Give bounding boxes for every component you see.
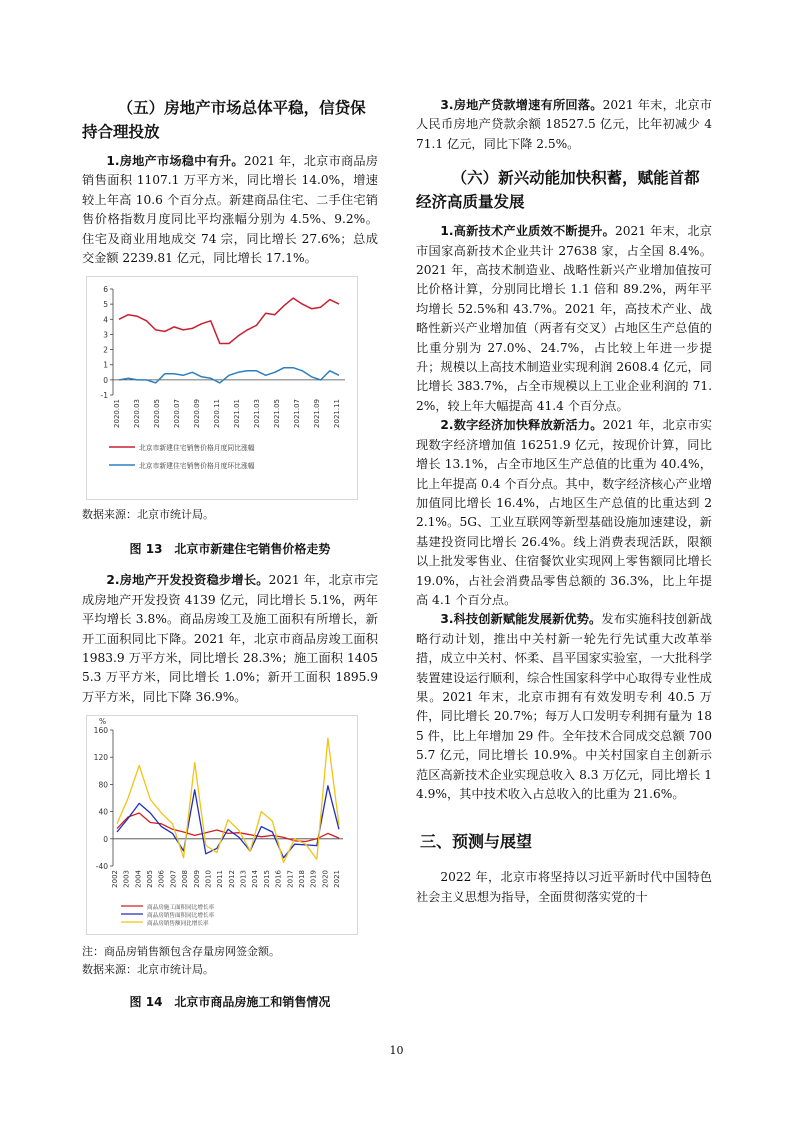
- section6-p3-text: 发布实施科技创新战略行动计划，推出中关村新一轮先行先试重大改革举措，成立中关村、怀柔、昌平国家实验室，一大批科学装置建设运行顺利，综合性国家科学中心取得专业性成果。2021 年末，北京市拥有有效发明专利 40.5 万件，同比增长 20.7%；每万人口发明专利拥有量为 185 件，比上年增加 29 件。全年技术合同成交总额 7005.7 亿元，同比增长 10.9%。中关村国家自主创新示范区高新技术企业实现总收入 8.3 万亿元，同比增长 14.9%，其中技术收入占总收入的比重为 21.6%。: [416, 612, 712, 801]
- series-line: [117, 738, 339, 862]
- legend-label: 商品房施工面积同比增长率: [147, 905, 215, 912]
- y-tick-label: 0: [103, 835, 108, 845]
- section5-p1-lead: 1.房地产市场稳中有升。: [106, 154, 244, 168]
- y-tick-label: 120: [93, 753, 108, 763]
- fig14-source: 数据来源：北京市统计局。: [82, 963, 214, 977]
- x-tick-label: 2008: [181, 870, 190, 889]
- x-tick-label: 2014: [251, 870, 260, 889]
- y-tick-label: 0: [103, 376, 108, 386]
- realestate-loan-paragraph: [416, 96, 712, 154]
- innovation-paragraph: [416, 610, 712, 804]
- legend-label: 北京市新建住宅销售价格月度同比涨幅: [139, 444, 255, 453]
- series-line: [117, 813, 339, 842]
- y-tick-label: 6: [103, 285, 108, 295]
- y-axis-unit: %: [99, 717, 107, 727]
- x-tick-label: 2012: [227, 870, 236, 889]
- section6-p1-lead: 1.高新技术产业质效不断提升。: [440, 224, 616, 239]
- x-tick-label: 2020.03: [133, 399, 141, 429]
- section6-heading: （六）新兴动能加快积蓄，赋能首都经济高质量发展: [416, 169, 700, 212]
- p3-lead: 3.房地产贷款增速有所回落。: [440, 98, 603, 112]
- x-tick-label: 2020.01: [113, 399, 121, 429]
- fig13-chart: [86, 276, 358, 500]
- p2-text: 2021 年，北京市完成房地产开发投资 4139 亿元，同比增长 5.1%，两年平均增长 3.8%。商品房竣工及施工面积有所增长，新开工面积同比下降。2021 年，北京市商品房竣工面积 1983.9 万平方米，同比增长 28.3%；施工面积 14055.3 万平方米，同比增长 1.0%；新开工面积 1895.9 万平方米，同比下降 36.9%。: [82, 573, 378, 704]
- x-tick-label: 2011: [216, 870, 225, 889]
- x-tick-label: 2021.01: [233, 399, 241, 429]
- x-tick-label: 2006: [157, 870, 166, 889]
- section5-paragraph-1: [82, 152, 378, 268]
- x-tick-label: 2020.07: [173, 399, 181, 429]
- y-tick-label: 2: [103, 346, 108, 356]
- x-tick-label: 2010: [204, 870, 213, 889]
- left-column: [82, 96, 378, 1010]
- realestate-investment-paragraph: [82, 571, 378, 707]
- fig13-caption: 图 13 北京市新建住宅销售价格走势: [129, 542, 331, 557]
- x-tick-label: 2021.09: [313, 399, 321, 429]
- x-tick-label: 2005: [146, 870, 155, 889]
- legend-label: 商品房销售额同比增长率: [147, 921, 209, 928]
- x-tick-label: 2003: [122, 870, 131, 889]
- y-tick-label: 5: [103, 300, 108, 310]
- x-tick-label: 2007: [169, 870, 178, 889]
- fig14-caption: 图 14 北京市商品房施工和销售情况: [129, 995, 331, 1010]
- legend-label: 商品房销售面积同比增长率: [147, 913, 215, 920]
- y-tick-label: 3: [103, 330, 108, 340]
- x-tick-label: 2013: [239, 870, 248, 889]
- fig13-source: 数据来源：北京市统计局。: [82, 508, 214, 522]
- x-tick-label: 2018: [297, 870, 306, 889]
- legend-label: 北京市新建住宅销售价格月度环比涨幅: [139, 462, 255, 471]
- x-tick-label: 2009: [192, 870, 201, 889]
- section6-p2-lead: 2.数字经济加快释放新活力。: [440, 418, 603, 433]
- section5-heading: （五）房地产市场总体平稳，信贷保持合理投放: [82, 99, 366, 141]
- x-tick-label: 2002: [111, 870, 119, 889]
- section6-p3-lead: 3.科技创新赋能发展新优势。: [440, 612, 602, 627]
- x-tick-label: 2021.03: [253, 399, 261, 429]
- y-tick-label: 80: [98, 780, 108, 790]
- digital-economy-paragraph: [416, 416, 712, 610]
- x-tick-label: 2004: [134, 870, 143, 889]
- p3-text: 2021 年末，北京市人民币房地产贷款余额 18527.5 亿元，比年初减少 471.1 亿元，同比下降 2.5%。: [416, 98, 712, 151]
- section6-p1-text: 2021 年末，北京市国家高新技术企业共计 27638 家，占全国 8.4%。2021 年，高技术制造业、战略性新兴产业增加值按可比价格计算，分别同比增长 1.1 倍和 89.2%，两年平均增长 52.5%和 43.7%。2021 年，高技术产业、战略性新兴产业增加值（两者有交叉）占地区生产总值的比重分别为 27.0%、24.7%，占比较上年进一步提升；规模以上高技术制造业实现利润 2608.4 亿元，同比增长 383.7%，占全市规模以上工业企业利润的 71.2%，较上年大幅提高 41.4 个百分点。: [416, 224, 712, 413]
- hightech-paragraph: [416, 222, 712, 416]
- series-line: [119, 368, 339, 383]
- x-tick-label: 2020.09: [193, 399, 201, 429]
- x-tick-label: 2021: [333, 870, 341, 889]
- x-tick-label: 2017: [286, 870, 295, 889]
- right-column: [416, 96, 712, 907]
- fig14-chart: [86, 715, 358, 935]
- page-number: 10: [389, 1044, 404, 1057]
- x-tick-label: 2020.05: [153, 399, 161, 429]
- x-tick-label: 2015: [262, 870, 271, 889]
- x-tick-label: 2019: [309, 870, 318, 889]
- section6-p2-text: 2021 年，北京市实现数字经济增加值 16251.9 亿元，按现价计算，同比增长 13.1%，占全市地区生产总值的比重为 40.4%，比上年提高 0.4 个百分点。其中，数字经济核心产业增加值同比增长 16.4%，占地区生产总值的比重达到 22.1%。5G、工业互联网等新型基础设施加速建设，新基建投资同比增长 26.4%。线上消费表现活跃，限额以上批发零售业、住宿餐饮业实现网上零售额同比增长 19.0%，占社会消费品零售总额的 36.3%，比上年提高 4.1 个百分点。: [416, 418, 712, 607]
- section5-p1-text: 2021 年，北京市商品房销售面积 1107.1 万平方米，同比增长 14.0%，增速较上年高 10.6 个百分点。新建商品住宅、二手住宅销售价格指数月度同比平均涨幅分别为 4.5%、9.2%。住宅及商业用地成交 74 宗，同比增长 27.6%；总成交金额 2239.81 亿元，同比增长 17.1%。: [82, 154, 378, 266]
- series-line: [119, 299, 339, 344]
- fig14-note: 注：商品房销售额包含存量房网签金额。: [82, 945, 280, 959]
- p2-lead: 2.房地产开发投资稳步增长。: [106, 573, 269, 588]
- y-tick-label: 40: [98, 807, 108, 817]
- outlook-paragraph: 2022 年，北京市将坚持以习近平新时代中国特色社会主义思想为指导，全面贯彻落实党的十: [416, 870, 712, 904]
- y-tick-label: 1: [103, 361, 108, 371]
- x-tick-label: 2020.11: [213, 399, 221, 429]
- x-tick-label: 2016: [274, 870, 283, 889]
- y-tick-label: -40: [95, 862, 108, 872]
- y-tick-label: 160: [93, 726, 108, 736]
- y-tick-label: -1: [100, 391, 108, 401]
- x-tick-label: 2020: [321, 870, 330, 889]
- x-tick-label: 2021.11: [333, 399, 341, 429]
- x-tick-label: 2021.05: [273, 399, 281, 429]
- section3-title: 三、预测与展望: [420, 832, 533, 852]
- x-tick-label: 2021.07: [293, 399, 301, 429]
- y-tick-label: 4: [103, 315, 108, 325]
